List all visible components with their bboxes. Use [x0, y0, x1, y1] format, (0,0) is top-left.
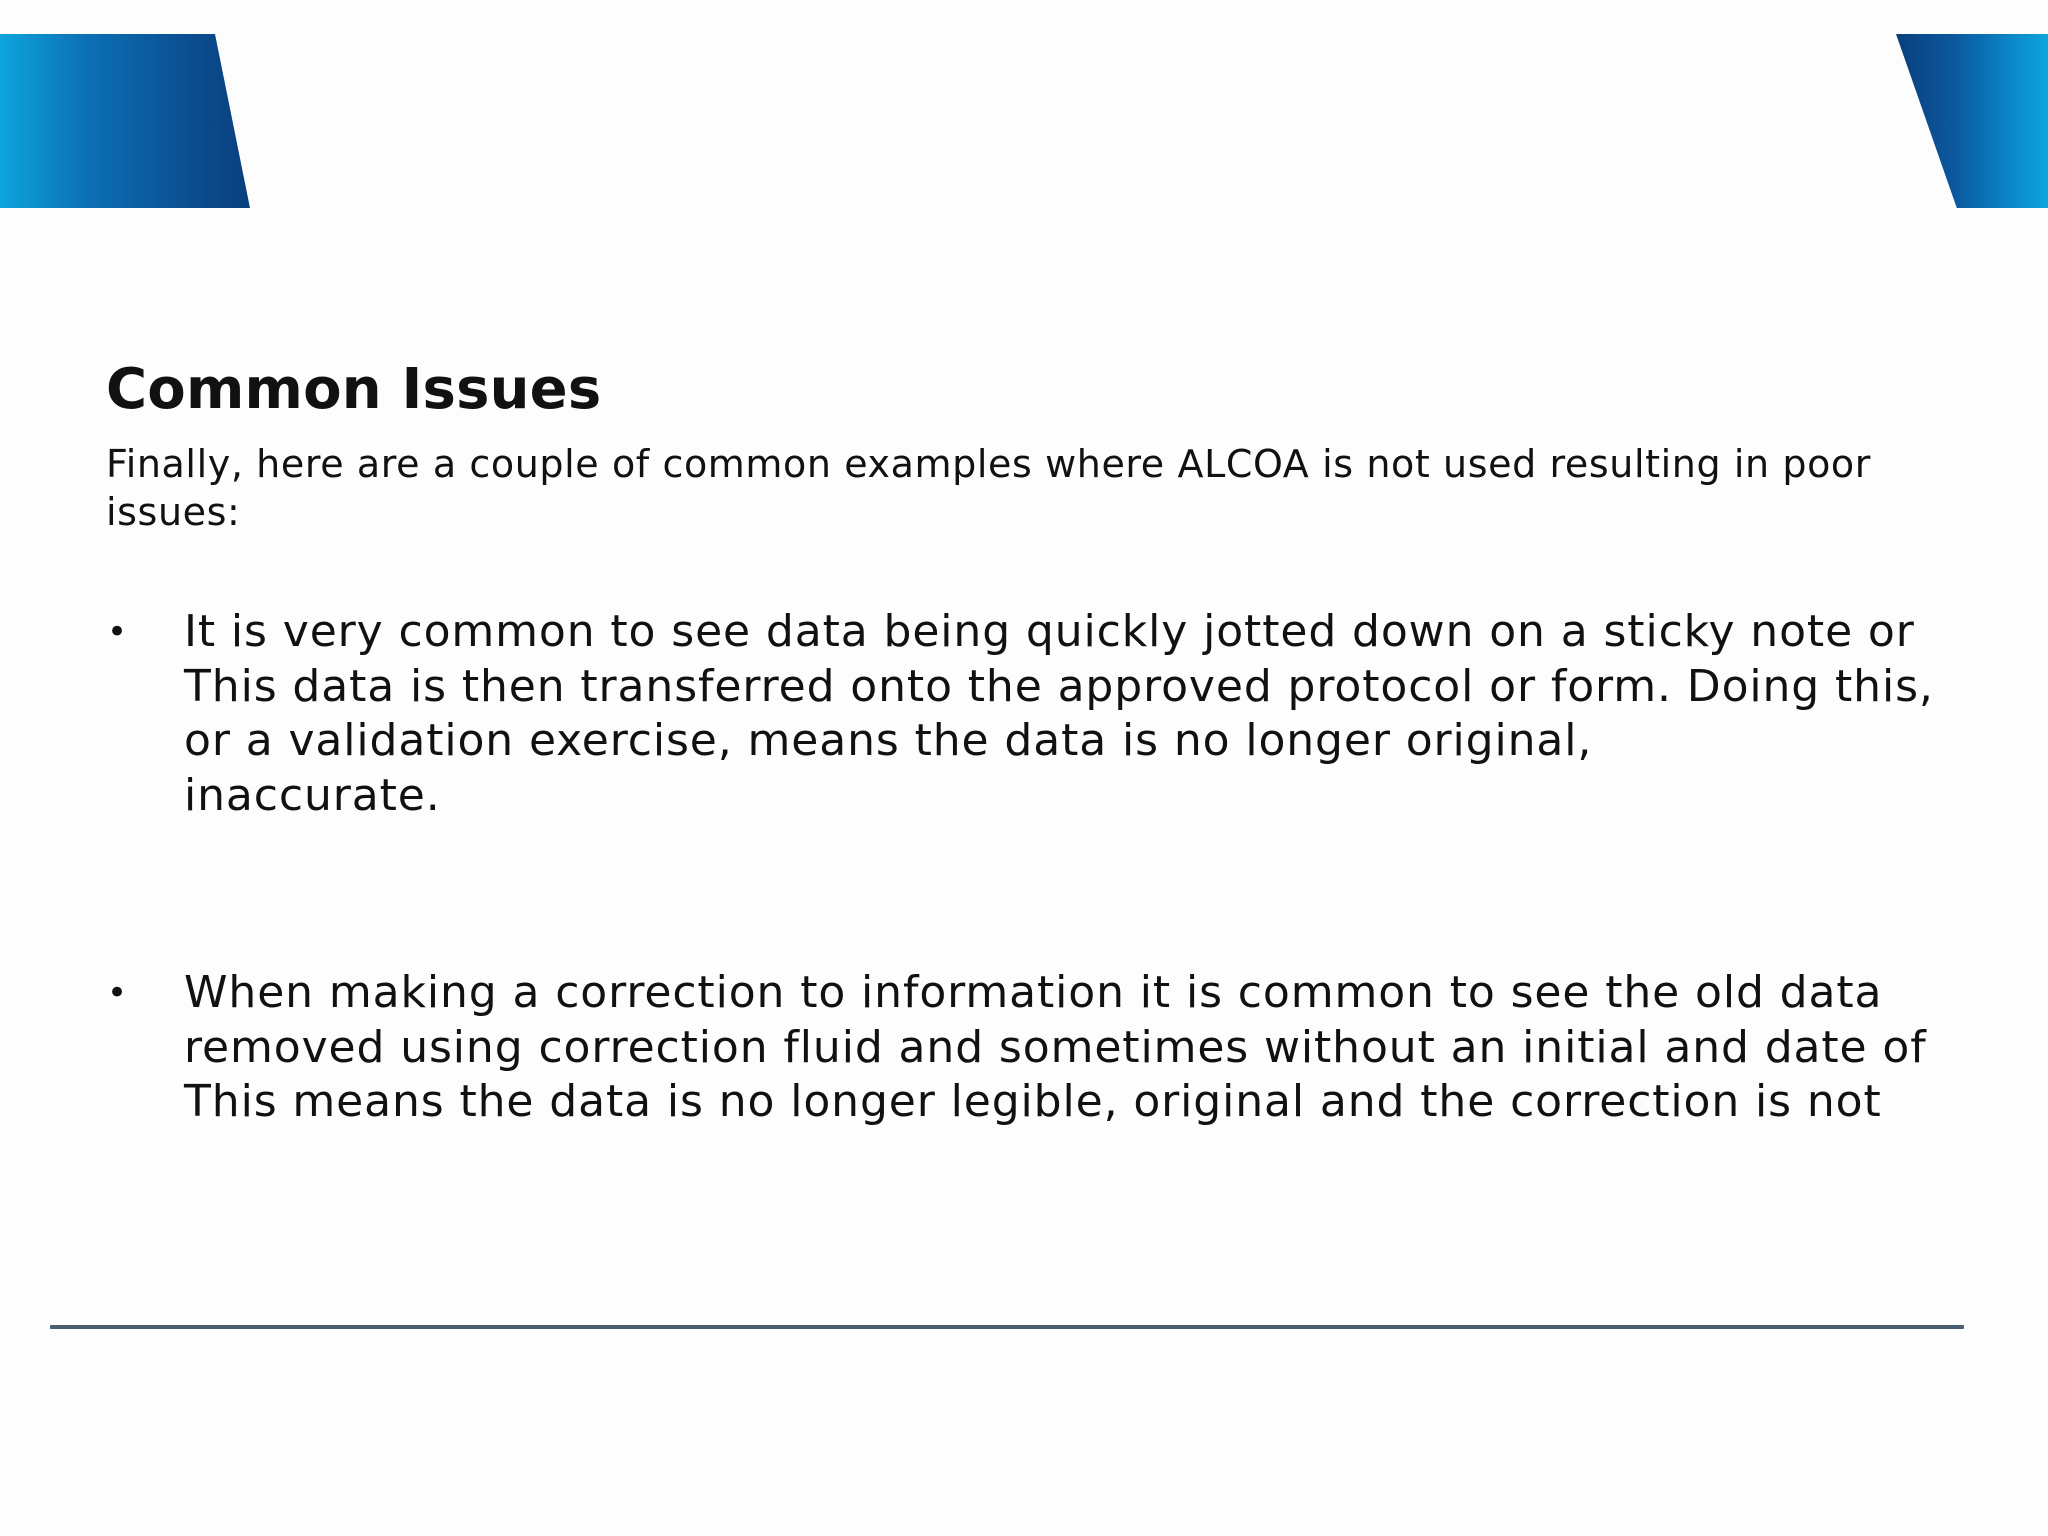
bullet-line: When making a correction to information it is common to see the old data [184, 967, 1883, 1018]
bullet-line: inaccurate. [184, 769, 441, 821]
bullet-line: It is very common to see data being quickly jotted down on a sticky note or [184, 606, 1915, 657]
bullet-text [184, 966, 1927, 1130]
bullet-text [184, 605, 1934, 823]
bullet-line: or a validation exercise, means the data is no longer original, [184, 715, 1593, 766]
bullet-icon: • [107, 973, 128, 1013]
bullet-icon: • [107, 612, 128, 652]
bullet-line: removed using correction fluid and sometimes without an initial and date of [184, 1021, 1927, 1073]
bullet-line: This means the data is no longer legible, original and the correction is not [184, 1076, 1882, 1127]
bullet-item [106, 605, 2006, 823]
bullet-line: This data is then transferred onto the approved protocol or form. Doing this, [184, 660, 1934, 712]
corner-decoration-right [1896, 34, 2048, 208]
footer-divider [50, 1325, 1964, 1329]
slide-intro: Finally, here are a couple of common examples where ALCOA is not used resulting in poor issues: [106, 442, 1872, 534]
slide-title: Common Issues [106, 357, 602, 422]
corner-decoration-left [0, 34, 250, 208]
bullet-item [106, 966, 2006, 1130]
